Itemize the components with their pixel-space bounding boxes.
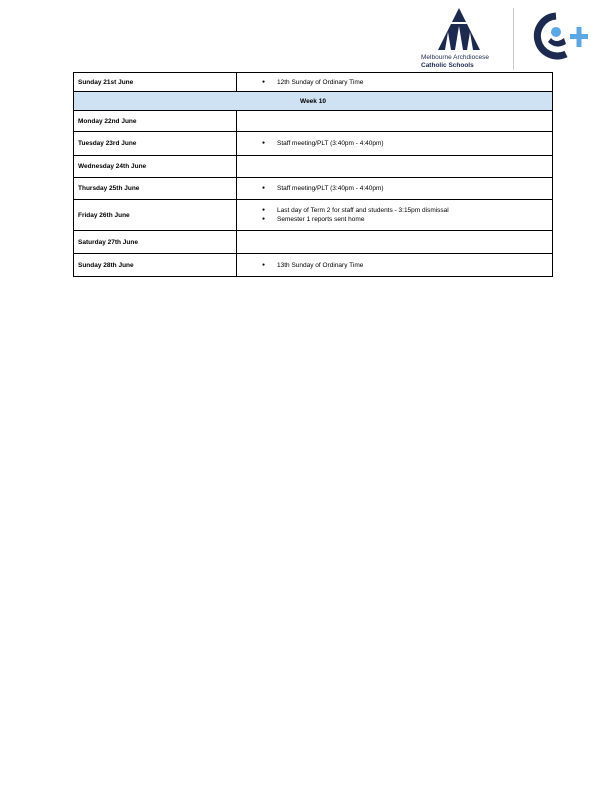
calendar-table bbox=[73, 72, 553, 277]
event-item: ● Staff meeting/PLT (3:40pm - 4:40pm) bbox=[277, 139, 548, 148]
events-cell bbox=[237, 132, 553, 156]
events-cell bbox=[237, 178, 553, 200]
table-row bbox=[74, 254, 553, 277]
event-item: ● 12th Sunday of Ordinary Time bbox=[277, 78, 548, 87]
org-name-line2: Catholic Schools bbox=[421, 61, 474, 69]
day-label: Tuesday 23rd June bbox=[74, 132, 237, 156]
events-cell bbox=[237, 73, 553, 92]
event-list bbox=[241, 184, 548, 193]
day-label: Friday 26th June bbox=[74, 200, 237, 231]
day-label: Sunday 28th June bbox=[74, 254, 237, 277]
day-label: Monday 22nd June bbox=[74, 111, 237, 132]
org-name-line1: Melbourne Archdiocese bbox=[421, 54, 489, 61]
day-label: Sunday 21st June bbox=[74, 73, 237, 92]
events-cell bbox=[237, 111, 553, 132]
event-item: ● Staff meeting/PLT (3:40pm - 4:40pm) bbox=[277, 184, 548, 193]
event-item: ● Semester 1 reports sent home bbox=[277, 215, 548, 224]
org-name bbox=[421, 54, 489, 69]
day-label: Wednesday 24th June bbox=[74, 156, 237, 178]
week-label: Week 10 bbox=[74, 92, 553, 111]
table-row bbox=[74, 231, 553, 254]
event-item: ● 13th Sunday of Ordinary Time bbox=[277, 261, 548, 270]
c-plus-logo-icon bbox=[526, 10, 592, 62]
event-item: ● Last day of Term 2 for staff and students - 3:15pm dismissal bbox=[277, 206, 548, 215]
page-header bbox=[0, 0, 612, 72]
table-row bbox=[74, 132, 553, 156]
table-row bbox=[74, 156, 553, 178]
header-divider bbox=[513, 8, 514, 70]
table-row bbox=[74, 178, 553, 200]
events-cell bbox=[237, 231, 553, 254]
events-cell bbox=[237, 200, 553, 231]
week-row bbox=[74, 92, 553, 111]
event-list bbox=[241, 78, 548, 87]
day-label: Thursday 25th June bbox=[74, 178, 237, 200]
event-list bbox=[241, 261, 548, 270]
day-label: Saturday 27th June bbox=[74, 231, 237, 254]
table-row bbox=[74, 73, 553, 92]
table-row bbox=[74, 200, 553, 231]
macs-logo-icon bbox=[436, 8, 482, 50]
events-cell bbox=[237, 254, 553, 277]
table-row bbox=[74, 111, 553, 132]
event-list bbox=[241, 206, 548, 224]
events-cell bbox=[237, 156, 553, 178]
event-list bbox=[241, 139, 548, 148]
